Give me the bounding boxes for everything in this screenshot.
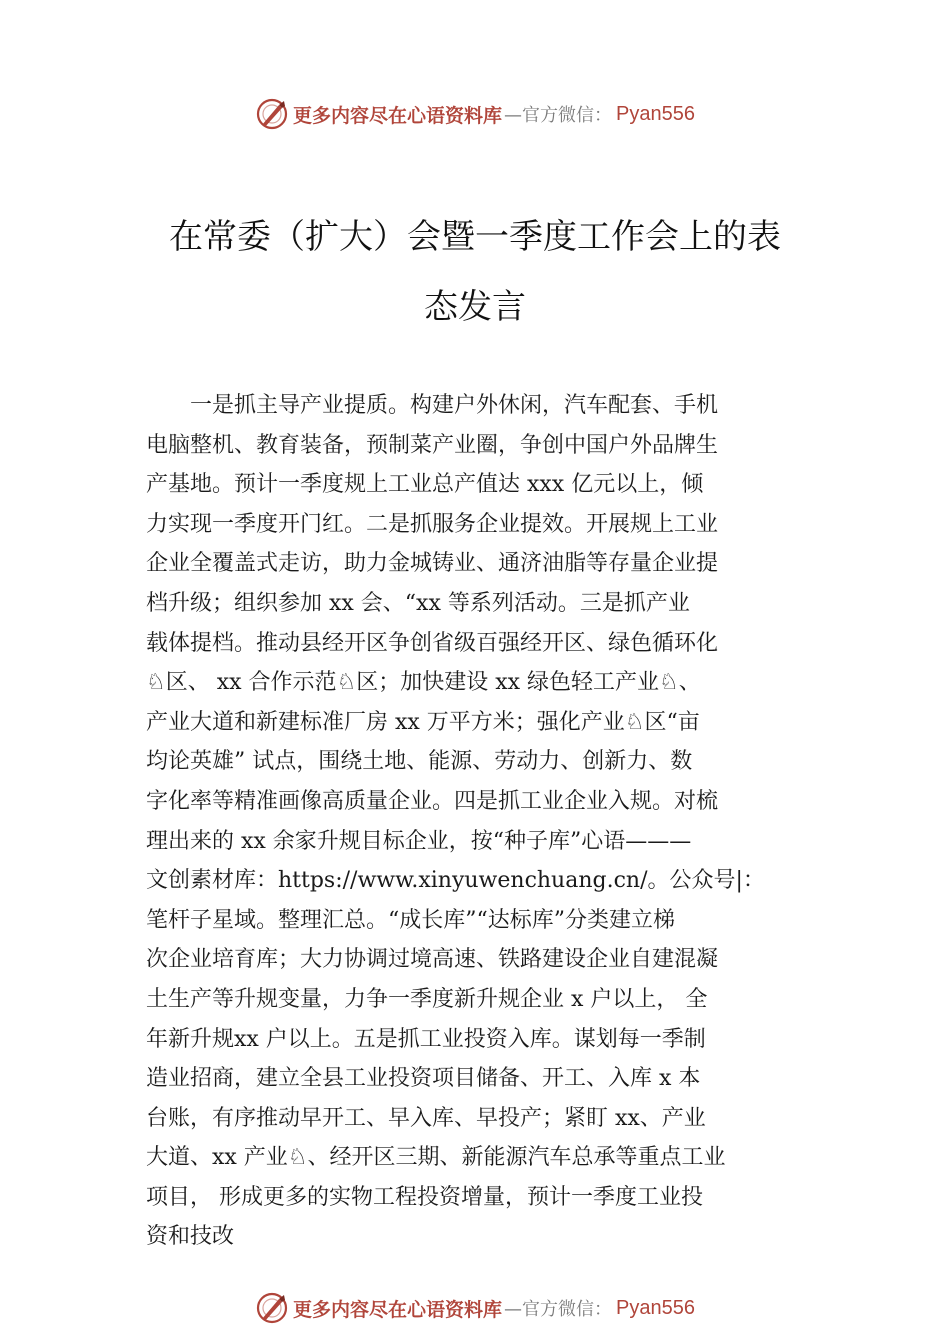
banner-separator-text: —官方微信： bbox=[504, 1299, 613, 1320]
body-line: 产基地。预计一季度规上工业总产值达 xxx 亿元以上，倾 bbox=[146, 472, 704, 498]
body-line: 均论英雄” 试点，围绕土地、能源、劳动力、创新力、数 bbox=[146, 749, 693, 775]
body-line: 电脑整机、教育装备，预制菜产业圈，争创中国户外品牌生 bbox=[146, 432, 719, 458]
banner-wechat-id: Pyan556 bbox=[616, 1296, 695, 1319]
body-line: 次企业培育库；大力协调过境高速、铁路建设企业自建混凝 bbox=[146, 947, 719, 973]
footer-banner bbox=[0, 1288, 950, 1328]
banner-brand-text: 更多内容尽在心语资料库 bbox=[293, 1298, 503, 1321]
banner-separator-text: —官方微信： bbox=[504, 105, 613, 126]
body-line: 产业大道和新建标准厂房 xx 万平方米；强化产业♘区“亩 bbox=[146, 709, 700, 735]
body-line: 年新升规xx 户以上。五是抓工业投资入库。谋划每一季制 bbox=[146, 1026, 706, 1052]
document-title-line-1: 在常委（扩大）会暨一季度工作会上的表 bbox=[169, 217, 781, 257]
header-banner bbox=[0, 94, 950, 134]
body-line: 笔杆子星域。整理汇总。“成长库”“达标库”分类建立梯 bbox=[146, 907, 675, 933]
document-body bbox=[146, 386, 826, 1257]
body-line: 一是抓主导产业提质。构建户外休闲，汽车配套、手机 bbox=[146, 393, 719, 418]
body-line: 档升级；组织参加 xx 会、“xx 等系列活动。三是抓产业 bbox=[146, 590, 690, 616]
body-line: 文创素材库：https://www.xinyuwenchuang.cn/。公众号|： bbox=[146, 868, 765, 894]
body-line: 企业全覆盖式走访，助力金城铸业、通济油脂等存量企业提 bbox=[146, 551, 719, 577]
banner-brand-text: 更多内容尽在心语资料库 bbox=[293, 104, 503, 127]
body-line: 字化率等精准画像高质量企业。四是抓工业企业入规。对梳 bbox=[146, 788, 719, 814]
body-line: 造业招商，建立全县工业投资项目储备、开工、入库 x 本 bbox=[146, 1066, 701, 1092]
quill-pen-logo-icon bbox=[255, 1291, 289, 1325]
body-line: 土生产等升规变量，力争一季度新升规企业 x 户以上， 全 bbox=[146, 986, 708, 1012]
document-title-line-2: 态发言 bbox=[424, 287, 526, 327]
banner-wechat-id: Pyan556 bbox=[616, 102, 695, 125]
body-line: 项目， 形成更多的实物工程投资增量，预计一季度工业投 bbox=[146, 1184, 703, 1210]
body-line: ♘区、 xx 合作示范♘区；加快建设 xx 绿色轻工产业♘、 bbox=[146, 670, 701, 696]
body-line: 大道、xx 产业♘、经开区三期、新能源汽车总承等重点工业 bbox=[146, 1145, 726, 1171]
body-line: 力实现一季度开门红。二是抓服务企业提效。开展规上工业 bbox=[146, 511, 719, 537]
body-line: 载体提档。推动县经开区争创省级百强经开区、绿色循环化 bbox=[146, 630, 719, 656]
quill-pen-logo-icon bbox=[255, 97, 289, 131]
body-line: 台账，有序推动早开工、早入库、早投产；紧盯 xx、产业 bbox=[146, 1105, 706, 1131]
body-line: 资和技改 bbox=[146, 1224, 235, 1250]
body-line: 理出来的 xx 余家升规目标企业，按“种子库”心语——— bbox=[146, 828, 692, 854]
